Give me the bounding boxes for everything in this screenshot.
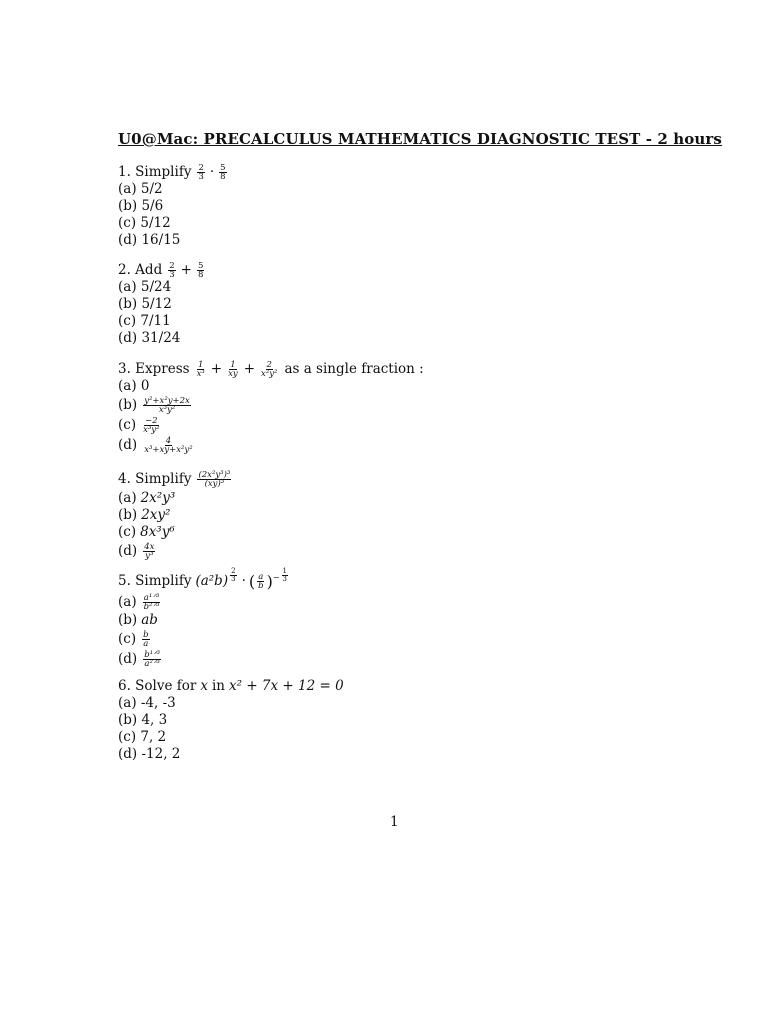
option-d: (d) -12, 2 [118,746,181,762]
equation: x² + 7x + 12 = 0 [229,678,344,694]
exponent: $\frac{2}{3}$ [231,567,236,583]
fraction: $\frac{a}{b}$ [258,571,264,591]
page-number: 1 [390,814,399,830]
option-d: (d) $\frac{4x}{\text{y³}}$ [118,541,155,561]
option-d: (d) $\frac{\text{b¹ᐟ³}}{\text{a²ᐟ³}}$ [118,649,161,669]
option-b: (b) ab [118,612,158,628]
option-c: (c) $\frac{-2}{\text{x³y²}}$ [118,415,160,435]
option-c: (c) $\frac{b}{a}$ [118,629,149,649]
page-title: U0@Mac: PRECALCULUS MATHEMATICS DIAGNOSTIC TEST - 2 hours [118,130,722,148]
fraction: $\frac{2}{3}$ [198,163,204,182]
fraction: $\frac{1}{xy}$ [228,360,238,379]
fraction: $\frac{1}{\text{x³}}$ [196,360,205,379]
option-a: (a) 0 [118,378,150,394]
question-3 [118,361,424,455]
option-b: (b) 4, 3 [118,712,168,728]
question-prompt: 4. Simplify [118,470,192,487]
question-prompt: 3. Express [118,361,190,377]
option-c: (c) 5/12 [118,215,171,231]
question-5: 5. Simplify (a²b) $\frac{2}{3}$ · ( $\frac{a}{b}$ ) − $\frac{1}{3}$ (a) $\frac{\text{a¹ᐟ³}}{\text{b²ᐟ³}}$ (b) ab (c) $\frac{b}{a}$ (d) $\frac{\text{b¹ᐟ³}}{\text{a²ᐟ³}}$ [118,570,290,669]
operator: + [180,262,192,278]
question-prompt: 2. Add [118,262,163,278]
fraction: $\frac{2}{3}$ [169,261,175,280]
option-a: (a) 5/2 [118,181,163,197]
fraction: $\frac{\text{(2x²y³)³}}{\text{(xy)³}}$ [198,469,231,489]
option-a: (a) $\frac{\text{a¹ᐟ³}}{\text{b²ᐟ³}}$ [118,592,160,612]
variable: x [200,678,208,694]
fraction: $\frac{2}{\text{x²y²}}$ [261,360,278,379]
question-1 [118,164,229,249]
question-4 [118,468,233,561]
option-a: (a) 5/24 [118,279,172,295]
option-d: (d) 16/15 [118,232,181,248]
question-prompt: 6. Solve for [118,678,197,694]
expression: (a²b) [195,572,229,589]
option-b: (b) $\frac{\text{y²+x²y+2x}}{\text{x³y²}}$ [118,395,190,415]
option-c: (c) 7/11 [118,313,171,329]
question-6: 6. Solve for x in x² + 7x + 12 = 0 (a) -4, -3 (b) 4, 3 (c) 7, 2 (d) -12, 2 [118,678,344,762]
option-d: (d) 31/24 [118,330,181,346]
operator: + [243,361,256,377]
question-2 [118,262,206,347]
operator: + [210,361,223,377]
fraction: $\frac{5}{8}$ [220,163,226,182]
option-b: (b) 2xy² [118,507,171,523]
option-b: (b) 5/6 [118,198,164,214]
operator: · [209,164,215,180]
option-a: (a) -4, -3 [118,695,176,711]
operator: · [241,572,246,589]
option-c: (c) 7, 2 [118,729,167,745]
option-b: (b) 5/12 [118,296,172,312]
option-a: (a) 2x²y³ [118,490,176,506]
exponent: $\frac{1}{3}$ [282,567,287,583]
fraction: $\frac{5}{8}$ [197,261,204,280]
option-d: (d) $\frac{4}{\text{x³+xy+x²y²}}$ [118,435,193,455]
question-prompt: 1. Simplify [118,164,192,180]
question-suffix: as a single fraction : [284,361,424,377]
question-prompt: 5. Simplify [118,572,192,589]
option-c: (c) 8x³y⁶ [118,524,175,540]
